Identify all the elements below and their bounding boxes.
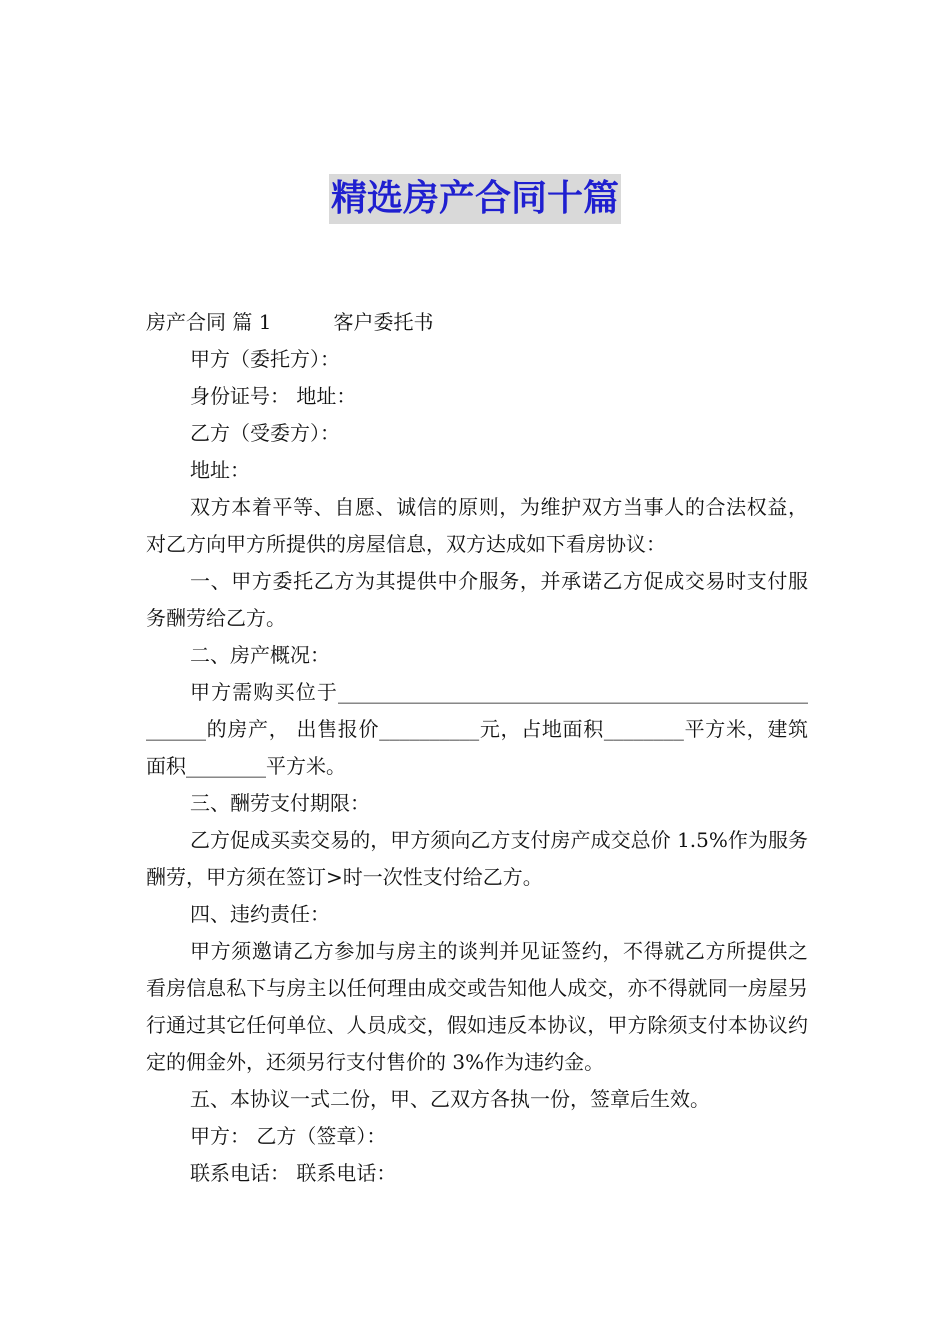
signature-line: 甲方： 乙方（签章）： — [190, 1124, 387, 1148]
clause-1: 一、甲方委托乙方为其提供中介服务，并承诺乙方促成交易时支付服务酬劳给乙方。 — [146, 569, 808, 630]
section-heading — [146, 304, 808, 341]
phone-line: 联系电话： 联系电话： — [190, 1161, 397, 1185]
document-body — [146, 304, 808, 1192]
clause-4-body: 甲方须邀请乙方参加与房主的谈判并见证签约，不得就乙方所提供之看房信息私下与房主以任何理由成交或告知他人成交，亦不得就同一房屋另行通过其它任何单位、人员成交，假如违反本协议，甲方除须支付本协议约定的佣金外，还须另行支付售价的 3%作为违约金。 — [146, 939, 808, 1074]
paragraph-party-b: 乙方（受委方）： — [190, 421, 340, 445]
section-subtitle: 客户委托书 — [333, 310, 434, 334]
paragraph-preamble: 双方本着平等、自愿、诚信的原则，为维护双方当事人的合法权益，对乙方向甲方所提供的房屋信息，双方达成如下看房协议： — [146, 495, 808, 556]
document-title — [0, 174, 950, 224]
clause-5: 五、本协议一式二份，甲、乙双方各执一份，签章后生效。 — [190, 1087, 710, 1111]
paragraph-address: 地址： — [190, 458, 250, 482]
clause-3-body: 乙方促成买卖交易的，甲方须向乙方支付房产成交总价 1.5%作为服务酬劳，甲方须在签订>时一次性支付给乙方。 — [146, 828, 808, 889]
section-label: 房产合同 篇 1 — [146, 310, 272, 334]
clause-2-body: 甲方需购买位于_____________________________________________________的房产， 出售报价__________元，占地面积________平方米，建筑面积________平方米。 — [146, 680, 808, 778]
clause-3-heading: 三、酬劳支付期限： — [190, 791, 370, 815]
title-text: 精选房产合同十篇 — [329, 174, 621, 224]
clause-2-heading: 二、房产概况： — [190, 643, 330, 667]
clause-4-heading: 四、违约责任： — [190, 902, 330, 926]
paragraph-party-a: 甲方（委托方）： — [190, 347, 340, 371]
paragraph-id-address: 身份证号： 地址： — [190, 384, 357, 408]
